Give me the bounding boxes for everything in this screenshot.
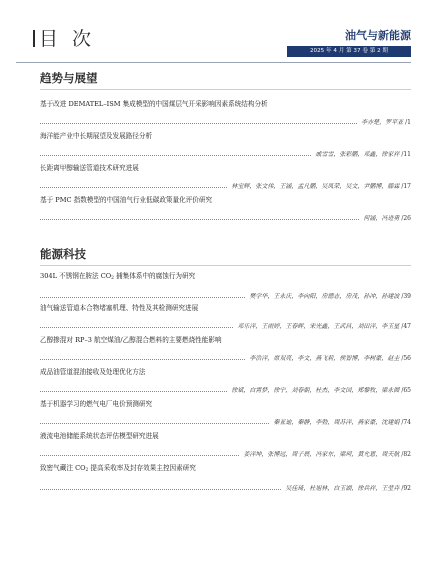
entry-page: /65 — [401, 387, 411, 394]
entry-authors: 徐斌，白霄梦，徐宁，刘春朝，杜杰，李文国，郑黎牧，梁永圆 — [231, 387, 400, 394]
toc-entry[interactable] — [40, 336, 411, 362]
journal-name: 油气与新能源 — [345, 29, 411, 42]
entry-title[interactable]: 液流电池储能系统状态评估模型研究进展 — [40, 432, 159, 440]
entry-page: /1 — [405, 119, 411, 126]
toc-entry[interactable] — [40, 464, 411, 492]
leader-dots — [40, 181, 227, 188]
leader-dots — [40, 449, 239, 456]
leader-dots — [40, 417, 269, 424]
leader-dots — [40, 483, 281, 490]
entry-title[interactable]: 长距离甲醇输送管道技术研究进展 — [40, 164, 139, 172]
leader-dots — [40, 149, 311, 156]
toc-entry[interactable] — [40, 132, 411, 158]
leader-dots — [40, 353, 245, 360]
leader-dots — [40, 117, 357, 124]
toc-entry[interactable] — [40, 272, 411, 300]
header — [0, 0, 427, 64]
section-title: 趋势与展望 — [40, 71, 98, 85]
toc-entry[interactable] — [40, 196, 411, 222]
toc-entry[interactable] — [40, 368, 411, 394]
issue-badge: 2025 年 4 月 第 37 卷 第 2 期 — [287, 46, 411, 57]
entry-page: /47 — [401, 323, 411, 330]
entry-page: /74 — [401, 419, 411, 426]
heading-bar — [33, 30, 35, 47]
entry-authors: 吴佳琦，杜旭林，白玉湖，徐兵祥，王莹卉 — [285, 485, 400, 492]
entry-authors: 戚雪雪，张彩鹏，邓鑫，徐家祥 — [315, 151, 400, 158]
entry-authors: 秦亚迪，秦静，李勃，周苏洋，燕家豪，沈建娟 — [273, 419, 400, 426]
entry-page: /56 — [401, 355, 411, 362]
entry-title[interactable]: 乙醇掺混对 RP–3 航空煤油/乙醇混合燃料的主要燃烧性能影响 — [40, 336, 222, 344]
section-rule — [40, 265, 411, 266]
leader-dots — [40, 385, 227, 392]
entry-authors: 李浩洋，席双亮，李文，燕飞莉，侯智博，李树豪，赵圭 — [249, 355, 400, 362]
entry-page: /82 — [401, 451, 411, 458]
toc-entry[interactable] — [40, 100, 411, 126]
entry-title[interactable]: 油气输送管道本合物堵塞机理、特性及其检测研究进展 — [40, 304, 199, 312]
leader-dots — [40, 321, 233, 328]
section-title: 能源科技 — [40, 247, 86, 261]
toc-label: 目 次 — [39, 28, 96, 50]
entry-title[interactable]: 海洋能产业中长期展望及发展路径分析 — [40, 132, 153, 140]
section-rule — [40, 89, 411, 90]
entry-page: /17 — [401, 183, 411, 190]
entry-title[interactable]: 304L 不锈钢在胺法 $CO_2$ 捕集体系中的腐蚀行为研究 — [40, 272, 196, 281]
entry-authors: 林宝辉，张文伟，王涵，孟凡鹏，吴凤荣，吴文，尹鹏博，滕霖 — [231, 183, 400, 190]
entry-authors: 邓乐洋，王雨婷，王春晖，宋光鑫，王武昌，刘田洋，李玉星 — [237, 323, 400, 330]
entry-page: /92 — [401, 485, 411, 492]
leader-dots — [40, 213, 359, 220]
toc-entry[interactable] — [40, 400, 411, 426]
entry-page: /26 — [401, 215, 411, 222]
entry-authors: 李亦楚，罗平亚 — [361, 119, 404, 126]
entry-authors: 樊学华，王永庆，李向阳，房德志，房茂，孙冲，孙建波 — [249, 293, 400, 300]
entry-page: /11 — [401, 151, 411, 158]
entry-authors: 姜洋坤，张博远，周子晨，冯家东，梁珂，黄允恩，周天航 — [243, 451, 400, 458]
entry-title[interactable]: 基于 PMC 指数模型的中国油气行业低碳政策量化评价研究 — [40, 196, 213, 204]
entry-authors: 何涵，冯进勇 — [363, 215, 400, 222]
leader-dots — [40, 291, 245, 298]
toc-entry[interactable] — [40, 304, 411, 330]
toc-entry[interactable] — [40, 432, 411, 458]
entry-page: /39 — [401, 293, 411, 300]
toc-heading — [33, 28, 95, 50]
toc-entry[interactable] — [40, 164, 411, 190]
entry-title[interactable]: 致密气藏注 $CO_2$ 提高采收率及封存效果主控因素研究 — [40, 464, 196, 473]
header-rule — [16, 62, 411, 63]
entry-title[interactable]: 基于机器学习的燃气电厂电价预测研究 — [40, 400, 153, 408]
entry-title[interactable]: 基于改进 DEMATEL–ISM 集成模型的中国煤层气开采影响因素系统结构分析 — [40, 100, 268, 108]
entry-title[interactable]: 成品油管道混油接收及处理优化方法 — [40, 368, 146, 376]
